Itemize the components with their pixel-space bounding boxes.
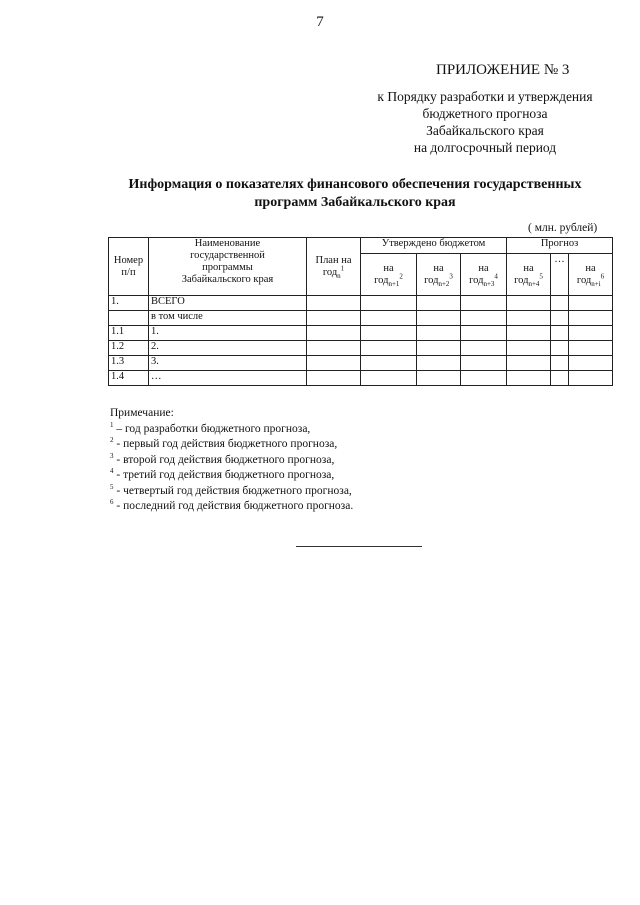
table-row	[109, 341, 613, 356]
cell	[461, 326, 507, 341]
note-sup: 6	[110, 498, 114, 507]
cell	[417, 311, 461, 326]
header-year-word: год	[469, 274, 484, 286]
note-item	[110, 468, 353, 484]
header-plan-text: План на	[315, 254, 352, 266]
cell	[417, 296, 461, 311]
row-number	[109, 311, 149, 326]
note-item	[110, 422, 353, 438]
note-item	[110, 437, 353, 453]
notes	[110, 406, 353, 515]
note-sup: 2	[110, 436, 114, 445]
cell	[417, 371, 461, 386]
notes-title: Примечание:	[110, 407, 174, 419]
cell	[569, 356, 613, 371]
cell	[307, 341, 361, 356]
note-sup: 1	[110, 420, 114, 429]
page-number: 7	[316, 14, 324, 30]
row-name: 2.	[149, 341, 307, 356]
row-number: 1.1	[109, 326, 149, 341]
cell	[461, 311, 507, 326]
header-year-word: год	[424, 274, 439, 286]
note-text: - первый год действия бюджетного прогноза,	[113, 438, 338, 450]
note-text: – год разработки бюджетного прогноза,	[113, 422, 311, 435]
header-year-ni	[569, 254, 613, 296]
cell	[551, 356, 569, 371]
row-name: 1.	[149, 326, 307, 341]
header-number-line: Номер	[113, 254, 144, 266]
cell	[569, 311, 613, 326]
cell	[417, 356, 461, 371]
header-year-n2	[417, 254, 461, 296]
cell	[569, 326, 613, 341]
cell	[417, 341, 461, 356]
cell	[569, 371, 613, 386]
note-text: - последний год действия бюджетного прогноза.	[113, 500, 354, 512]
document-title-line: Информация о показателях финансового обеспечения государственных	[128, 177, 582, 192]
note-text: - четвертый год действия бюджетного прогноза,	[113, 484, 352, 497]
row-number: 1.2	[109, 341, 149, 356]
header-year-n4	[507, 254, 551, 296]
document-title-line: программ Забайкальского края	[254, 195, 456, 210]
table-row	[109, 371, 613, 386]
cell	[507, 326, 551, 341]
note-item	[110, 453, 353, 469]
header-ellipsis: …	[551, 254, 569, 296]
cell	[551, 371, 569, 386]
row-name: 3.	[149, 356, 307, 371]
cell	[307, 326, 361, 341]
header-year-sup: 4	[494, 272, 498, 280]
cell	[361, 326, 417, 341]
note-item	[110, 484, 353, 500]
document-title	[80, 176, 630, 212]
cell	[461, 341, 507, 356]
row-number: 1.3	[109, 356, 149, 371]
appendix-line: Забайкальского края	[426, 123, 544, 138]
cell	[461, 296, 507, 311]
cell	[551, 326, 569, 341]
financing-table	[108, 237, 613, 386]
cell	[307, 356, 361, 371]
header-program-name	[149, 238, 307, 296]
row-name: в том числе	[149, 311, 307, 326]
header-approved-budget: Утверждено бюджетом	[361, 238, 507, 254]
note-sup: 3	[110, 451, 114, 460]
note-item	[110, 499, 353, 515]
note-sup: 4	[110, 467, 114, 476]
header-name-line: Забайкальского края	[181, 274, 274, 285]
header-year-sup: 6	[600, 272, 605, 280]
table-row	[109, 326, 613, 341]
header-year-n1	[361, 254, 417, 296]
cell	[507, 371, 551, 386]
cell	[507, 296, 551, 311]
cell	[569, 296, 613, 311]
header-plan-sub: n	[337, 271, 341, 280]
note-sup: 5	[110, 482, 114, 491]
cell	[461, 356, 507, 371]
header-year-sup: 5	[539, 272, 543, 280]
header-name-line: Наименование	[194, 238, 261, 249]
header-year-n3	[461, 254, 507, 296]
cell	[361, 311, 417, 326]
cell	[461, 371, 507, 386]
header-year-word: год	[374, 274, 389, 286]
header-na: на	[478, 262, 489, 274]
end-divider	[296, 546, 422, 547]
row-name: ВСЕГО	[149, 296, 307, 311]
row-number: 1.	[109, 296, 149, 311]
header-year-sub: n+i	[591, 279, 601, 288]
cell	[507, 341, 551, 356]
header-name-line: государственной	[190, 250, 265, 261]
header-year-sub: n+1	[388, 279, 400, 288]
appendix-subtitle	[360, 88, 610, 156]
header-na: на	[585, 262, 596, 274]
appendix-line: на долгосрочный период	[413, 140, 557, 155]
row-name: …	[149, 371, 307, 386]
cell	[551, 311, 569, 326]
cell	[507, 356, 551, 371]
cell	[307, 311, 361, 326]
cell	[361, 371, 417, 386]
units-label: ( млн. рублей)	[528, 222, 598, 234]
header-year-sub: n+4	[528, 279, 540, 288]
cell	[507, 311, 551, 326]
cell	[307, 296, 361, 311]
note-text: - второй год действия бюджетного прогноза,	[113, 453, 335, 466]
note-text: - третий год действия бюджетного прогноза,	[113, 469, 335, 481]
header-number	[109, 238, 149, 296]
cell	[417, 326, 461, 341]
cell	[307, 371, 361, 386]
header-na: на	[383, 262, 394, 274]
table-row	[109, 296, 613, 311]
header-number-line: п/п	[121, 266, 136, 278]
cell	[551, 341, 569, 356]
header-plan-year: год	[322, 266, 338, 278]
header-year-sub: n+2	[438, 279, 450, 288]
header-year-word: год	[514, 274, 529, 286]
header-year-word: год	[576, 274, 592, 286]
table-row	[109, 311, 613, 326]
appendix-line: к Порядку разработки и утверждения	[377, 89, 593, 104]
cell	[361, 356, 417, 371]
header-name-line: программы	[202, 262, 253, 273]
header-plan	[307, 238, 361, 296]
header-na: на	[433, 262, 444, 274]
appendix-title: ПРИЛОЖЕНИЕ № 3	[436, 62, 570, 78]
table-row	[109, 356, 613, 371]
header-plan-sup: 1	[340, 264, 345, 272]
appendix-line: бюджетного прогноза	[422, 106, 548, 121]
header-forecast: Прогноз	[507, 238, 613, 254]
row-number: 1.4	[109, 371, 149, 386]
header-year-sup: 3	[449, 272, 453, 280]
header-year-sub: n+3	[483, 279, 495, 288]
header-na: на	[523, 262, 534, 274]
cell	[361, 296, 417, 311]
cell	[551, 296, 569, 311]
cell	[569, 341, 613, 356]
header-year-sup: 2	[399, 272, 403, 280]
cell	[361, 341, 417, 356]
